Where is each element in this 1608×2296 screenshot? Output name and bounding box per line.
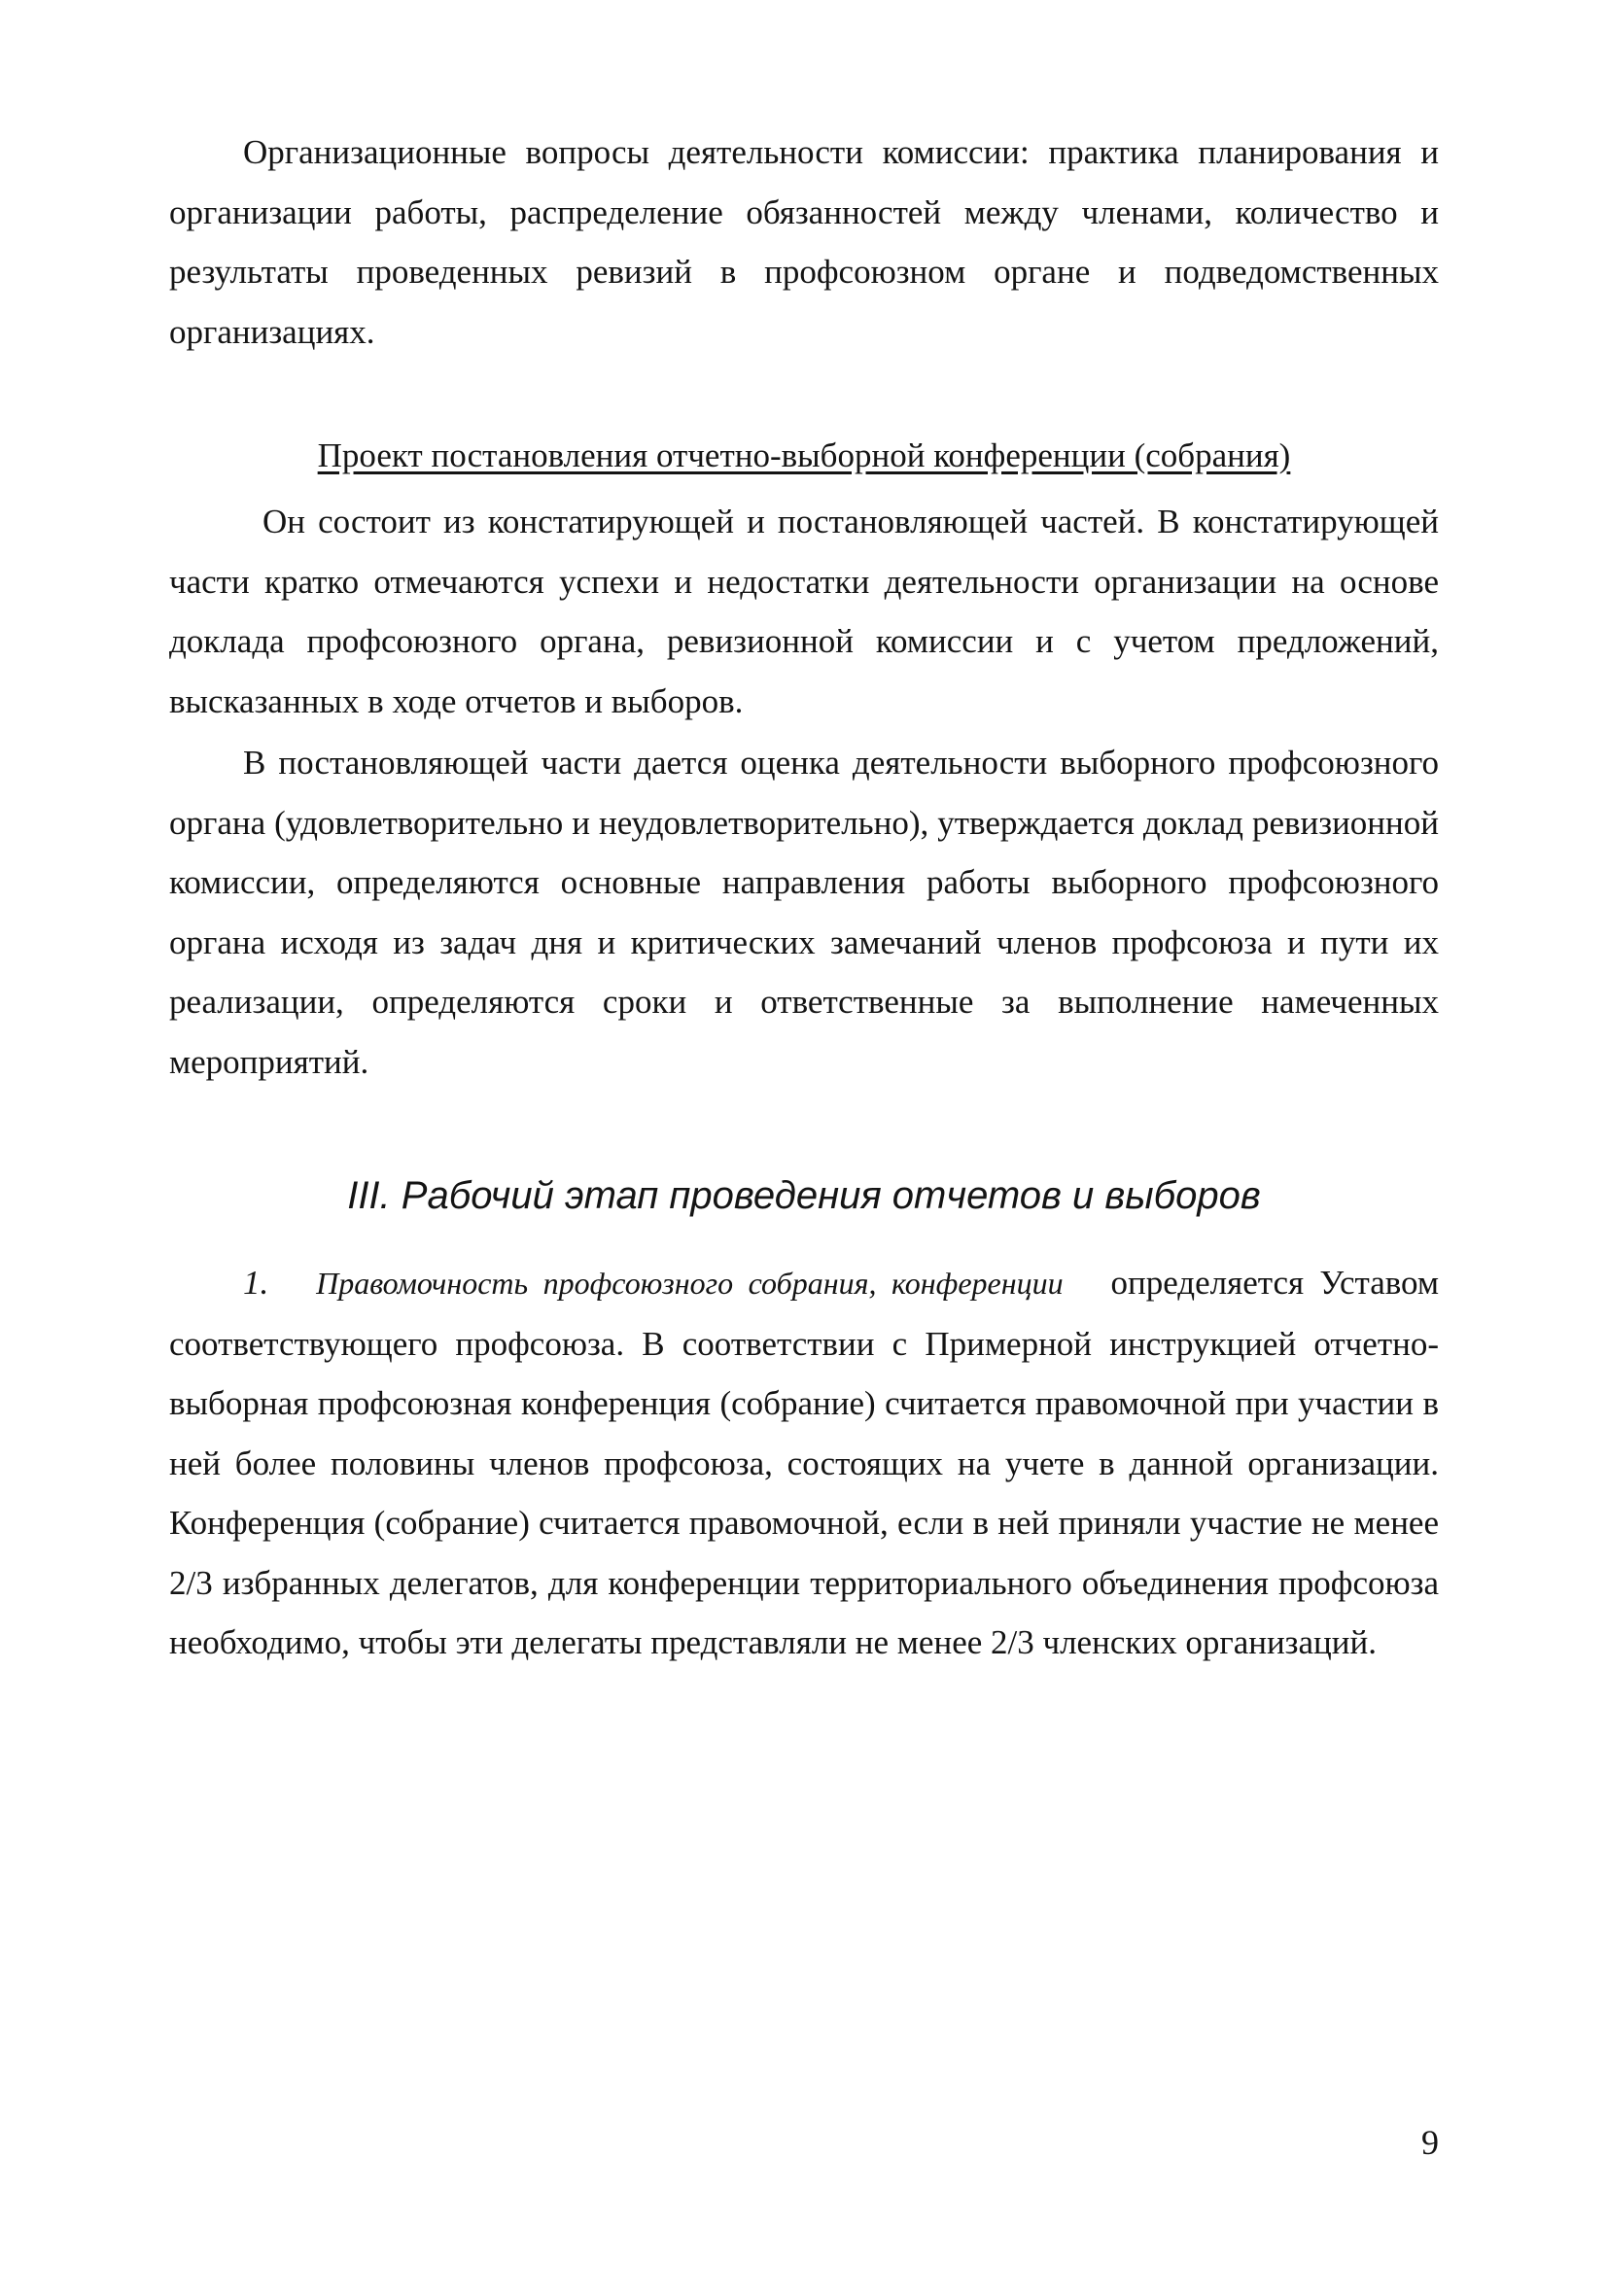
item-term: Правомочность профсоюзного собрания, конференции bbox=[316, 1266, 1064, 1301]
stage-heading: III. Рабочий этап проведения отчетов и выборов bbox=[347, 1174, 1261, 1217]
paragraph-resolution-parts: Он состоит из констатирующей и постановляющей частей. В констатирующей части кратко отмечаются успехи и недостатки деятельности организации на основе доклада профсоюзного органа, ревизионной комиссии и с учетом предложений, высказанных в ходе отчетов и выборов. bbox=[169, 503, 1439, 720]
page-number: 9 bbox=[1421, 2123, 1439, 2162]
item-text: определяется Уставом соответствующего профсоюза. В соответствии с Примерной инструкцией отчетно-выборная профсоюзная конференция (собрание) считается правомочной при участии в ней более половины членов профсоюза, состоящих на учете в данной организации. Конференция (собрание) считается правомочной, если в ней приняли участие не менее 2/3 избранных делегатов, для конференции территориального объединения профсоюза необходимо, чтобы эти делегаты представляли не менее 2/3 членских организаций. bbox=[169, 1264, 1440, 1661]
paragraph-item-legitimacy bbox=[169, 1253, 1439, 1673]
section-title-resolution: Проект постановления отчетно-выборной конференции (собрания) bbox=[317, 436, 1291, 474]
item-number: 1. bbox=[243, 1264, 269, 1302]
paragraph-operative-part: В постановляющей части дается оценка деятельности выборного профсоюзного органа (удовлетворительно и неудовлетворительно), утверждается доклад ревизионной комиссии, определяются основные направления работы выборного профсоюзного органа исходя из задач дня и критических замечаний членов профсоюза и пути их реализации, определяются сроки и ответственные за выполнение намеченных мероприятий. bbox=[169, 744, 1439, 1081]
paragraph-org-questions: Организационные вопросы деятельности комиссии: практика планирования и организации работы, распределение обязанностей между членами, количество и результаты проведенных ревизий в профсоюзном органе и подведомственных организациях. bbox=[169, 133, 1439, 351]
